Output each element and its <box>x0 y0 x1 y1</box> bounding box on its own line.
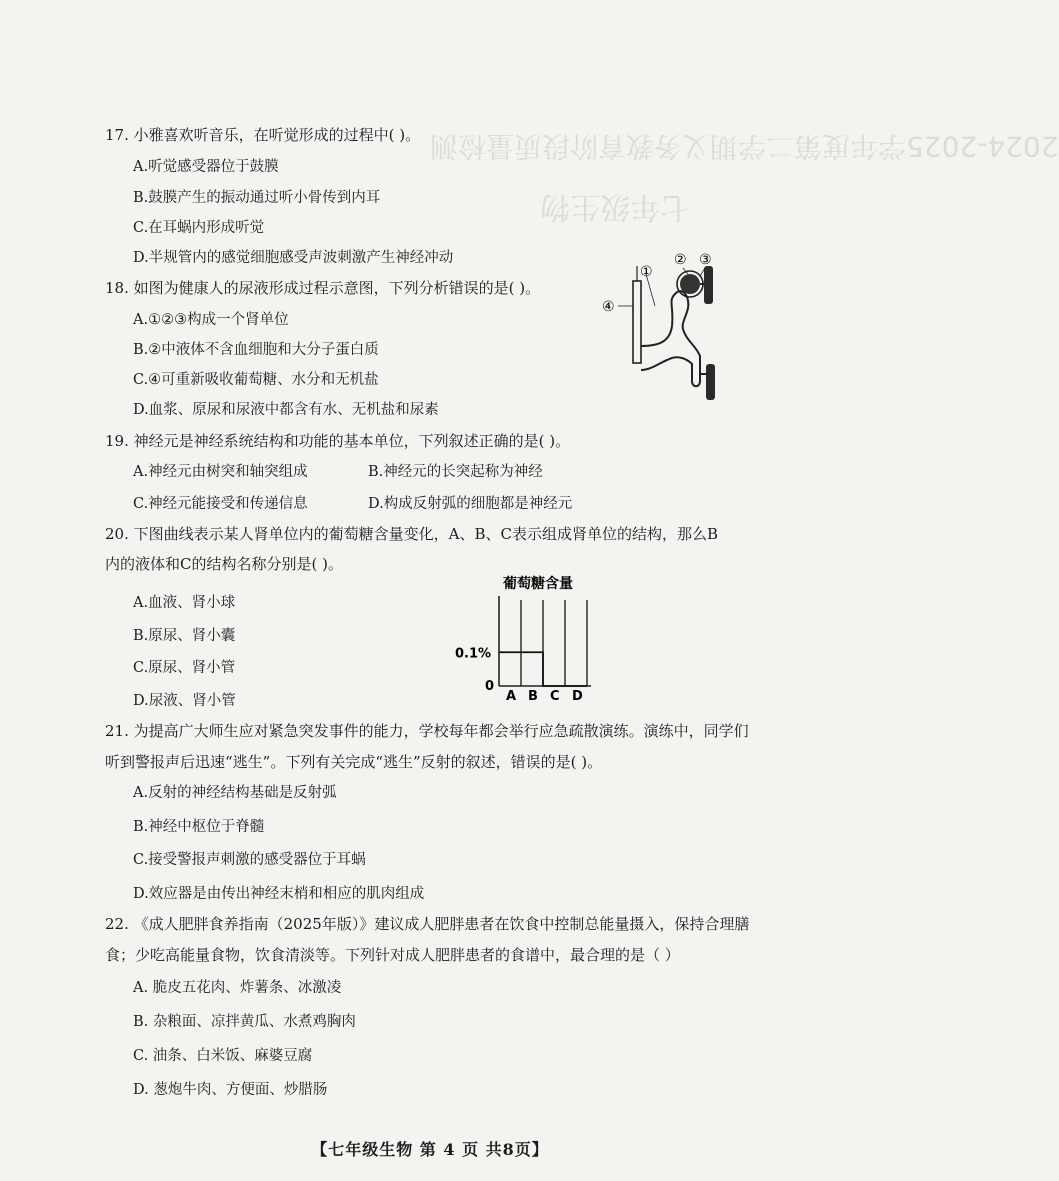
glucose-series-line <box>499 652 587 686</box>
question-18-stem: 18. 如图为健康人的尿液形成过程示意图，下列分析错误的是( )。 <box>105 279 541 297</box>
question-17-option-a: A.听觉感受器位于鼓膜 <box>133 159 279 175</box>
question-21-option-d: D.效应器是由传出神经末梢和相应的肌肉组成 <box>133 886 425 902</box>
question-21-option-a: A.反射的神经结构基础是反射弧 <box>133 785 337 801</box>
question-17-option-b: B.鼓膜产生的振动通过听小骨传到内耳 <box>133 190 381 206</box>
blood-vessel-lower <box>706 364 715 400</box>
question-17-option-d: D.半规管内的感觉细胞感受声波刺激产生神经冲动 <box>133 250 454 266</box>
question-20-stem-line2: 内的液体和C的结构名称分别是( )。 <box>105 555 343 573</box>
page-footer: 【七年级生物 第 4 页 共8页】 <box>311 1140 549 1159</box>
x-tick-label: C <box>550 689 560 704</box>
question-17-stem: 17. 小雅喜欢听音乐，在听觉形成的过程中( )。 <box>105 126 421 144</box>
chart-title: 葡萄糖含量 <box>503 576 573 592</box>
glomerulus <box>680 274 700 294</box>
question-19-stem: 19. 神经元是神经系统结构和功能的基本单位，下列叙述正确的是( )。 <box>105 432 571 450</box>
label-2: ② <box>674 252 687 268</box>
question-22-stem-line1: 22. 《成人肥胖食养指南（2025年版）》建议成人肥胖患者在饮食中控制总能量摄入，保持合理膳 <box>105 915 750 933</box>
question-22-option-d: D. 葱炮牛肉、方便面、炒腊肠 <box>133 1082 328 1098</box>
question-21-stem-line2: 听到警报声后迅速“逃生”。下列有关完成“逃生”反射的叙述，错误的是( )。 <box>105 753 603 771</box>
nephron-diagram <box>600 246 730 406</box>
x-tick-label: A <box>506 689 517 704</box>
question-20-option-d: D.尿液、肾小管 <box>133 693 236 709</box>
question-22-option-a: A. 脆皮五花肉、炸薯条、冰激凌 <box>133 980 342 996</box>
y-tick-label: 0.1% <box>455 646 492 662</box>
label-3: ③ <box>699 252 712 268</box>
collecting-duct <box>633 281 641 363</box>
question-21-stem-line1: 21. 为提高广大师生应对紧急突发事件的能力，学校每年都会举行应急疏散演练。演练中，同学们 <box>105 722 749 740</box>
question-19-option-a: A.神经元由树突和轴突组成 <box>133 464 308 480</box>
question-22-stem-line2: 食；少吃高能量食物，饮食清淡等。下列针对成人肥胖患者的食谱中，最合理的是（ ） <box>105 946 680 964</box>
question-18-option-a: A.①②③构成一个肾单位 <box>133 312 289 328</box>
question-18-option-d: D.血浆、原尿和尿液中都含有水、无机盐和尿素 <box>133 402 439 418</box>
question-19-option-b: B.神经元的长突起称为神经 <box>368 464 543 480</box>
label-1: ① <box>640 264 653 280</box>
question-20-option-b: B.原尿、肾小囊 <box>133 628 236 644</box>
question-18-option-c: C.④可重新吸收葡萄糖、水分和无机盐 <box>133 372 379 388</box>
question-20-option-c: C.原尿、肾小管 <box>133 660 236 676</box>
question-18-option-b: B.②中液体不含血细胞和大分子蛋白质 <box>133 342 379 358</box>
question-19-option-c: C.神经元能接受和传递信息 <box>133 496 308 512</box>
blood-vessel-upper <box>704 266 713 304</box>
question-20-option-a: A.血液、肾小球 <box>133 595 236 611</box>
x-tick-label: D <box>572 689 583 704</box>
question-22-option-b: B. 杂粮面、凉拌黄瓜、水煮鸡胸肉 <box>133 1014 356 1030</box>
question-17-option-c: C.在耳蜗内形成听觉 <box>133 220 265 236</box>
question-20-stem-line1: 20. 下图曲线表示某人肾单位内的葡萄糖含量变化，A、B、C表示组成肾单位的结构，那么B <box>105 525 718 543</box>
question-21-option-c: C.接受警报声刺激的感受器位于耳蜗 <box>133 852 366 868</box>
y-tick-label: 0 <box>485 679 495 694</box>
renal-tubule <box>641 291 700 386</box>
x-tick-label: B <box>528 689 538 704</box>
question-19-option-d: D.构成反射弧的细胞都是神经元 <box>368 496 573 512</box>
glucose-chart <box>455 574 625 709</box>
bleed-through-subtitle: 七年级生物 <box>540 189 690 224</box>
question-21-option-b: B.神经中枢位于脊髓 <box>133 819 265 835</box>
label-4: ④ <box>602 299 615 315</box>
question-22-option-c: C. 油条、白米饭、麻婆豆腐 <box>133 1048 313 1064</box>
bleed-through-title: 2024-2025学年度第二学期义务教育阶段质量检测 <box>430 130 1059 163</box>
